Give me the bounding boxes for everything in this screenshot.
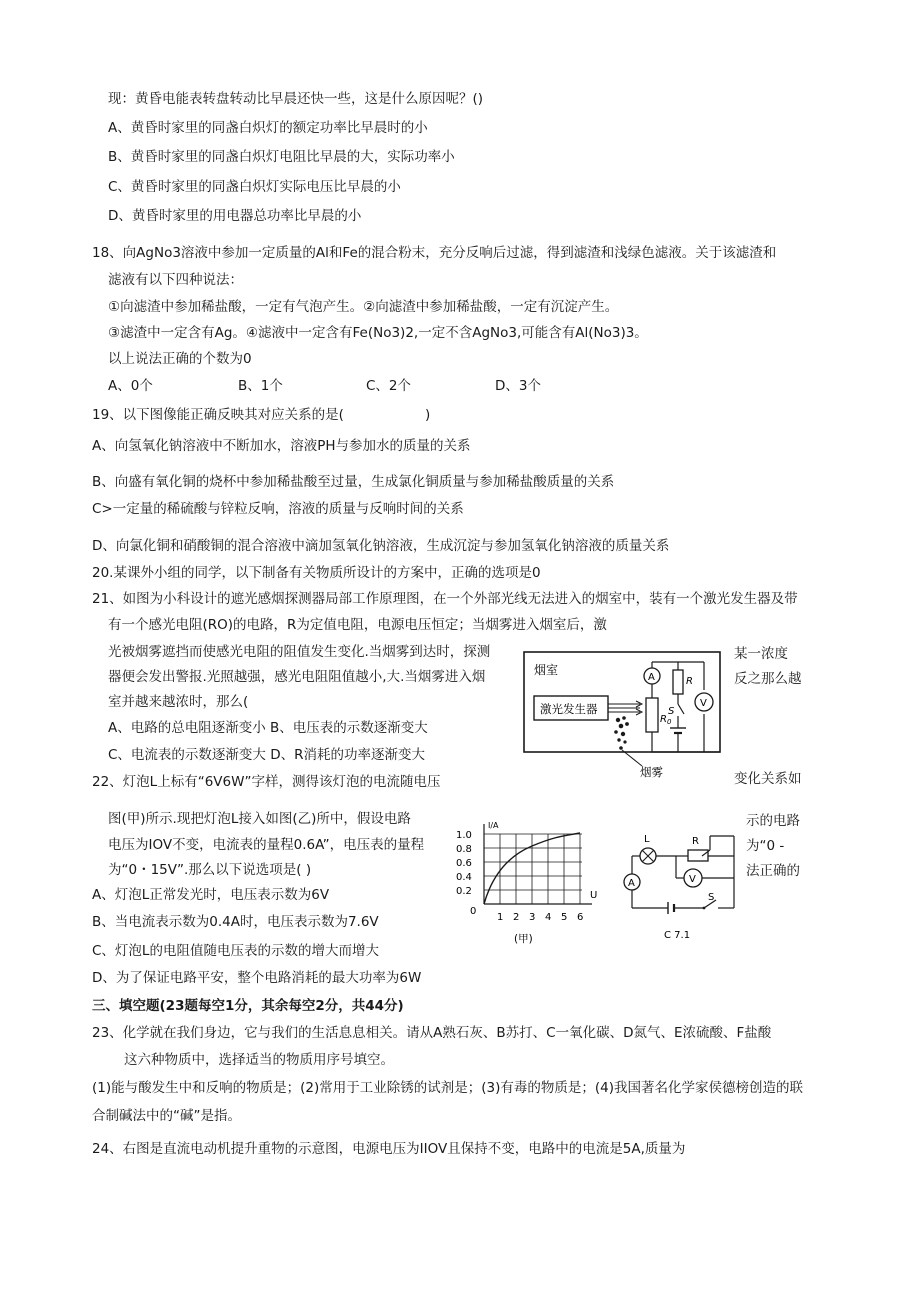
q21-line-3: 光被烟雾遮挡而使感光电阻的阻值发生变化.当烟雾到达时，探测 (108, 644, 491, 660)
photoresistor-r0 (646, 698, 658, 732)
voltmeter-label: V (689, 874, 696, 885)
iu-xlabel: U (590, 890, 598, 901)
q17-stem: 现：黄昏电能表转盘转动比早晨还快一些，这是什么原因呢？() (108, 91, 484, 107)
iu-graph-grid (484, 834, 582, 904)
svg-text:2: 2 (513, 912, 520, 923)
q18-option-b: B、1个 (238, 378, 283, 394)
q22-side-text-3: 为“0 - (746, 838, 785, 854)
q24-line-1: 24、右图是直流电动机提升重物的示意图，电源电压为IIOV且保持不变，电路中的电流是5A,质量为 (92, 1141, 686, 1157)
q21-line-1: 21、如图为小科设计的遮光感烟探测器局部工作原理图，在一个外部光线无法进入的烟室中，装有一个激光发生器及带 (92, 591, 798, 607)
q19-option-a: A、向氢氧化钠溶液中不断加水，溶液PH与参加水的质量的关系 (92, 438, 471, 454)
svg-text:0.6: 0.6 (456, 858, 472, 869)
svg-text:0.4: 0.4 (456, 872, 472, 883)
q18-line-1: 18、向AgNo3溶液中参加一定质量的Al和Fe的混合粉末，充分反响后过滤，得到滤渣和浅绿色滤液。关于该滤渣和 (92, 245, 777, 261)
q23-line-4: 合制碱法中的“碱”是指。 (92, 1108, 241, 1124)
q19-stem: 19、以下图像能正确反映其对应关系的是( ) (92, 407, 431, 423)
q18-line-2: 滤液有以下四种说法： (108, 272, 243, 288)
q17-option-c: C、黄昏时家里的同盏白炽灯实际电压比早晨的小 (108, 179, 401, 195)
iu-yticks (456, 830, 476, 917)
circuit-caption: C 7.1 (664, 930, 691, 941)
q17-option-a: A、黄昏时家里的同盏白炽灯的额定功率比早晨时的小 (108, 120, 428, 136)
q21-line-5: 室并越来越浓时，那么( (108, 694, 249, 710)
q22-line-4: 为“0・15V”.那么以下说选项是( ) (108, 862, 312, 878)
q17-option-d: D、黄昏时家里的用电器总功率比早晨的小 (108, 208, 362, 224)
q21-line-2: 有一个感光电阻(RO)的电路，R为定值电阻，电源电压恒定；当烟雾进入烟室后，激 (108, 617, 607, 633)
q22-option-c: C、灯泡L的电阻值随电压表的示数的增大而增大 (92, 943, 379, 959)
q22-line-3: 电压为IOV不变，电流表的量程0.6A”，电压表的量程 (108, 837, 425, 853)
q21-line-4: 器便会发出警报.光照越强，感光电阻阻值越小,大.当烟雾进入烟 (108, 669, 486, 685)
section-3-title: 三、填空题(23题每空1分，其余每空2分，共44分) (92, 998, 404, 1014)
q21-side-text-1: 某一浓度 (734, 646, 788, 662)
q18-line-5: 以上说法正确的个数为0 (108, 351, 252, 367)
q22-side-text-1: 变化关系如 (734, 771, 802, 787)
q22-option-a: A、灯泡L正常发光时，电压表示数为6V (92, 887, 330, 903)
svg-text:1.0: 1.0 (456, 830, 472, 841)
svg-text:1: 1 (497, 912, 504, 923)
q22-line-2: 图(甲)所示.现把灯泡L接入如图(乙)所中，假设电路 (108, 811, 411, 827)
q21-side-text-2: 反之那么越 (734, 671, 802, 687)
fixed-resistor-label: R (686, 676, 693, 687)
svg-text:0: 0 (470, 906, 477, 917)
q19-option-d: D、向氯化铜和硝酸铜的混合溶液中滴加氢氧化钠溶液，生成沉淀与参加氢氧化钠溶液的质量关系 (92, 538, 670, 554)
smoke-label: 烟雾 (640, 765, 663, 778)
fixed-resistor-r (673, 670, 683, 694)
iu-xticks (497, 912, 583, 923)
ammeter-label: A (628, 878, 635, 889)
iu-ylabel: I/A (488, 821, 499, 830)
laser-generator-label: 激光发生器 (540, 702, 598, 716)
q23-line-3: (1)能与酸发生中和反响的物质是；(2)常用于工业除锈的试剂是；(3)有毒的物质是；(4)我国著名化学家侯德榜创造的联 (92, 1080, 803, 1096)
svg-text:0.8: 0.8 (456, 844, 472, 855)
lamp-circuit-diagram (618, 826, 744, 950)
svg-text:4: 4 (545, 912, 552, 923)
q19-option-b: B、向盛有氧化铜的烧杯中参加稀盐酸至过量，生成氯化铜质量与参加稀盐酸质量的关系 (92, 474, 615, 490)
q17-option-b: B、黄昏时家里的同盏白炽灯电阻比早晨的大，实际功率小 (108, 149, 455, 165)
rheostat-symbol (688, 850, 708, 861)
q22-line-1: 22、灯泡L上标有“6V6W”字样，测得该灯泡的电流随电压 (92, 774, 441, 790)
switch-label: S (708, 892, 715, 903)
iu-graph (452, 816, 600, 948)
q22-option-b: B、当电流表示数为0.4A时，电压表示数为7.6V (92, 914, 379, 930)
q18-option-d: D、3个 (495, 378, 541, 394)
svg-text:5: 5 (561, 912, 568, 923)
svg-text:6: 6 (577, 912, 584, 923)
switch-label: S (668, 706, 675, 717)
svg-text:R0: $R_0$ (660, 714, 672, 726)
smoke-detector-diagram (518, 648, 726, 778)
q21-options-cd: C、电流表的示数逐渐变大 D、R消耗的功率逐渐变大 (108, 747, 425, 763)
lamp-label: L (644, 834, 650, 845)
q18-line-3: ①向滤渣中参加稀盐酸，一定有气泡产生。②向滤渣中参加稀盐酸，一定有沉淀产生。 (108, 299, 619, 315)
q18-option-a: A、0个 (108, 378, 153, 394)
svg-text:0.2: 0.2 (456, 886, 472, 897)
q19-option-c: C>一定量的稀硫酸与锌粒反响，溶液的质量与反响时间的关系 (92, 501, 464, 517)
q20-stem: 20.某课外小组的同学，以下制备有关物质所设计的方案中，正确的选项是0 (92, 565, 541, 581)
ammeter-label: A (648, 672, 655, 683)
q18-option-c: C、2个 (366, 378, 412, 394)
q22-option-d: D、为了保证电路平安，整个电路消耗的最大功率为6W (92, 970, 422, 986)
q23-line-2: 这六种物质中，选择适当的物质用序号填空。 (124, 1052, 394, 1068)
rheostat-label: R (692, 836, 699, 847)
smoke-room-label: 烟室 (534, 663, 559, 677)
q18-line-4: ③滤渣中一定含有Ag。④滤液中一定含有Fe(No3)2,一定不含AgNo3,可能含有Al(No3)3。 (108, 325, 648, 341)
svg-text:3: 3 (529, 912, 536, 923)
q22-side-text-4: 法正确的 (746, 863, 800, 879)
iu-graph-caption: (甲) (514, 933, 533, 945)
q23-line-1: 23、化学就在我们身边，它与我们的生活息息相关。请从A熟石灰、B苏打、C一氧化碳、D氮气、E浓硫酸、F盐酸 (92, 1025, 772, 1041)
voltmeter-label: V (700, 698, 707, 709)
q21-options-ab: A、电路的总电阻逐渐变小 B、电压表的示数逐渐变大 (108, 720, 428, 736)
q22-side-text-2: 示的电路 (746, 813, 800, 829)
